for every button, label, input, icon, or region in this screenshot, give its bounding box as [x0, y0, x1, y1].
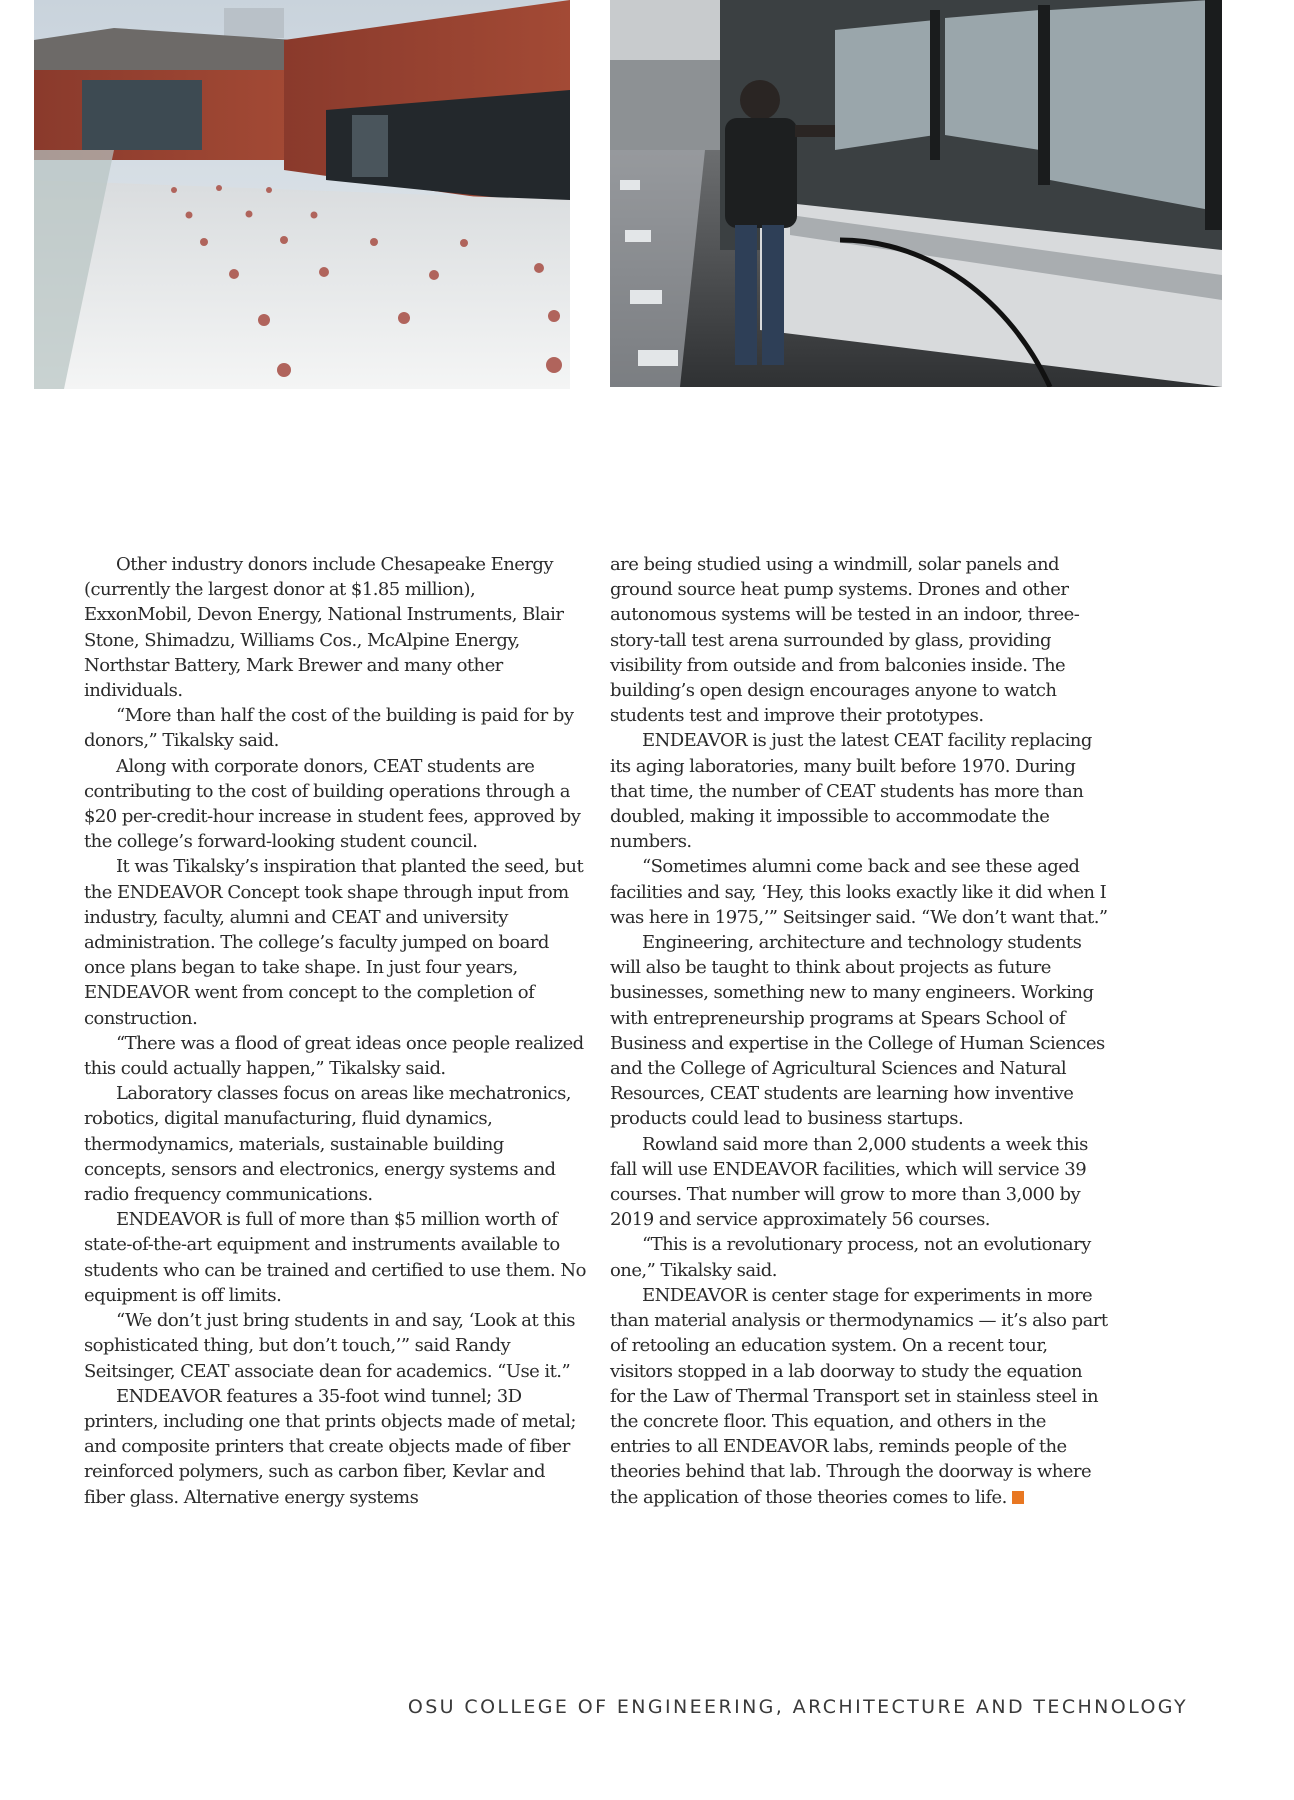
end-mark-icon [1012, 1491, 1024, 1504]
lab-student-photo [610, 0, 1222, 387]
article-column-left [84, 552, 588, 1510]
article-column-right [610, 552, 1110, 1510]
rooftop-terrace-photo [34, 0, 570, 389]
paragraph: ENDEAVOR features a 35-foot wind tunnel; 3D printers, including one that prints objects made of metal; and composite printers that create objects made of fiber reinforced polymers, such as carbon fiber, Kevlar and fiber glass. Alternative energy systems [84, 1385, 576, 1508]
paragraph: Rowland said more than 2,000 students a week this fall will use ENDEAVOR facilities, which will service 39 courses. That number will grow to more than 3,000 by 2019 and service approximately 56 courses. [610, 1133, 1088, 1231]
paragraph: Laboratory classes focus on areas like mechatronics, robotics, digital manufacturing, fluid dynamics, thermodynamics, materials, sustainable building concepts, sensors and electronics, energy systems and radio frequency communications. [84, 1083, 571, 1206]
paragraph: “There was a flood of great ideas once people realized this could actually happen,” Tikalsky said. [84, 1032, 584, 1080]
paragraph: ENDEAVOR is full of more than $5 million worth of state-of-the-art equipment and instruments available to students who can be trained and certified to use them. No equipment is off limits. [84, 1209, 586, 1306]
page-footer: OSU COLLEGE OF ENGINEERING, ARCHITECTURE AND TECHNOLOGY [407, 1696, 1188, 1718]
paragraph: Along with corporate donors, CEAT students are contributing to the cost of building operations through a $20 per-credit-hour increase in student fees, approved by the college’s forward-looking student council. [84, 755, 581, 853]
paragraph: “This is a revolutionary process, not an evolutionary one,” Tikalsky said. [610, 1234, 1091, 1281]
rooftop-terrace-image [34, 0, 570, 389]
paragraph: Engineering, architecture and technology students will also be taught to think about projects as future businesses, something new to many engineers. Working with entrepreneurship programs at Spears School of Business and expertise in the College of Human Sciences and the College of Agricultural Sciences and Natural Resources, CEAT students are learning how inventive products could lead to business startups. [610, 932, 1105, 1130]
lab-student-image [610, 0, 1222, 387]
paragraph: ENDEAVOR is just the latest CEAT facility replacing its aging laboratories, many built before 1970. During that time, the number of CEAT students has more than doubled, making it impossible to accommodate the numbers. [610, 730, 1092, 853]
paragraph: It was Tikalsky’s inspiration that planted the seed, but the ENDEAVOR Concept took shape through input from industry, faculty, alumni and CEAT and university administration. The college’s faculty jumped on board once plans began to take shape. In just four years, ENDEAVOR went from concept to the completion of construction. [84, 856, 584, 1029]
paragraph-continuation: are being studied using a windmill, solar panels and ground source heat pump systems. Drones and other autonomous systems will be tested in an indoor, three-story-tall test arena surrounded by glass, providing visibility from outside and from balconies inside. The building’s open design encourages anyone to watch students test and improve their prototypes. [610, 554, 1080, 727]
paragraph: “More than half the cost of the building is paid for by donors,” Tikalsky said. [84, 705, 574, 752]
paragraph-final [610, 1283, 1110, 1510]
paragraph: “We don’t just bring students in and say, ‘Look at this sophisticated thing, but don’t touch,’” said Randy Seitsinger, CEAT associate dean for academics. “Use it.” [84, 1310, 575, 1382]
paragraph: “Sometimes alumni come back and see these aged facilities and say, ‘Hey, this looks exactly like it did when I was here in 1975,’” Seitsinger said. “We don’t want that.” [610, 856, 1108, 928]
paragraph-final-text: ENDEAVOR is center stage for experiments in more than material analysis or thermodynamics — it’s also part of retooling an education system. On a recent tour, visitors stopped in a lab doorway to study the equation for the Law of Thermal Transport set in stainless steel in the concrete floor. This equation, and others in the entries to all ENDEAVOR labs, reminds people of the theories behind that lab. Through the doorway is where the application of those theories comes to life. [610, 1284, 1108, 1508]
paragraph: Other industry donors include Chesapeake Energy (currently the largest donor at $1.85 million), ExxonMobil, Devon Energy, National Instruments, Blair Stone, Shimadzu, Williams Cos., McAlpine Energy, Northstar Battery, Mark Brewer and many other individuals. [84, 554, 564, 702]
